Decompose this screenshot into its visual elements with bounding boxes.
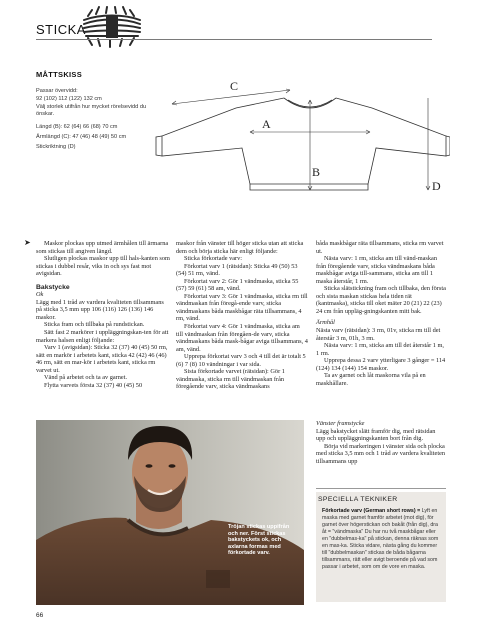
direction-spec: Stickriktning (D) [36,144,76,150]
paragraph: Upprepa dessa 2 varv ytterligare 3 gånger = 114 (124) 134 (144) 154 maskor. [316,357,446,372]
length-spec: Längd (B): 62 (64) 66 (68) 70 cm [36,124,118,130]
model-photo [36,420,304,605]
text-column-3 [316,240,446,387]
paragraph: Börja vid markeringen i vänster sida och plocka med sticka 3,5 mm och 1 tråd av vardera kvaliteten tillsammans upp [316,442,446,465]
box-rule [316,488,446,489]
text-column-3-continued [316,420,446,465]
paragraph: Slutligen plockas maskor upp till hals-kanten som stickas i dubbel resår, viks in och sys fast mot avigsidan. [36,255,170,278]
yarn-skein-icon [80,6,144,48]
dim-label-b: B [312,165,321,179]
dim-label-c: C [230,79,239,93]
paragraph: Nästa varv (rätsidan): 3 rm, 01v, sticka rm till det återstår 3 m, 01h, 3 rm. [316,327,441,342]
paragraph: Lägg bakstycket slätt framför dig, med rätsidan upp och uppläggningskanten bort från dig. [316,427,436,443]
paragraph: Förkortat varv 2: Gör 1 vändmaska, sticka 55 (57) 59 (61) 58 am, vänd. [176,277,299,293]
paragraph: Upprepa förkortat varv 3 och 4 till det är totalt 5 (6) 7 (8) 10 vändningar i var sida. [176,353,306,368]
paragraph: Varv 1 (avigsidan): Sticka 32 (37) 40 (45) 50 rm, sätt en markör i arbetets kant, sticka 42 (42) 46 (46) 46 rm, sätt en mar-kör i arbetets kant, sticka rm varvet ut. [36,344,168,374]
techniques-box-title: SPECIELLA TEKNIKER [318,496,398,503]
text-column-2 [176,240,308,391]
paragraph: Förkortat varv 3: Gör 1 vändmaska, sticka rm till vändmaskan från föregå-ende varv, sticka vändmaskans båda maskbågar räta tillsammans, 4 rm, vänd. [176,292,308,323]
paragraph: Sätt fast 2 markörer i uppläggningskan-ten för att markera halsen enligt följande: [36,329,169,344]
paragraph: Flytta varvets första 32 (37) 40 (45) 50 [44,381,143,389]
paragraph: Nästa varv: 1 rm, sticka am till det återstår 1 m, 1 rm. [316,342,444,357]
header-rule [36,39,432,40]
fit-label: Passar övervidd: [36,88,78,94]
arrow-bullet-icon: ➤ [24,238,31,247]
subheading-italic: Ärmhål [316,319,335,327]
photo-caption: Tröjan stickas uppifrån och ner. Först stickas bakstyckets ok, och axlarna formas med förkortade varv. [228,524,290,557]
paragraph: Sticka fram och tillbaka på rundstickan. [44,321,145,329]
section-title: STICKA [36,22,86,37]
dim-label-a: A [262,117,271,131]
paragraph: Sticka slätstickning fram och tillbaka, den första och sista maskan stickas hela tiden rät (kantmaska), sticka till oket mäter 20 (21) 22 (23) 24 cm från uppläg-gningskanten mitt bak. [316,285,446,315]
techniques-box-text [322,508,442,571]
paragraph: Vänd på arbetet och ta av garnet. [44,374,128,382]
paragraph: Sticka förkortade varv: [184,255,243,263]
paragraph: Sista förkortade varvet (rätsidan): Gör 1 vändmaska, sticka rm till vändmaskan från föregående varv, sticka vändmaskans [176,368,285,391]
technique-description: Lyft en maska med garnet framför arbetet (mot dig), för garnet över högerstickan och bakåt (från dig), dra åt = "vändmaska" Du har nu två maskbågar eller en "dubbelmas-ka" på stickan, denna räknas som en mas-ka. Sticka vidare, nästa gång du kommer till "dubbelmaskan" stickas de båda bågarna tillsammans, rätt eller avigt beroende på vad som passar i arbetet, som om de vore en maska. [322,508,439,570]
sweater-sketch [150,78,450,206]
sketch-heading: MÅTTSKISS [36,70,83,79]
dim-label-d: D [432,179,441,193]
subheading: Bakstycke [36,283,70,291]
subheading-italic: Vänster framstycke [316,420,365,427]
paragraph: båda maskbågar räta tillsammans, sticka rm varvet ut. [316,240,444,255]
sleeve-spec: Ärmlängd (C): 47 (46) 48 (49) 50 cm [36,134,127,140]
paragraph: maskor från vänster till höger sticka utan att sticka dem och börja sticka här enligt följande: [176,240,304,255]
fit-note: Välj storlek utifrån hur mycket rörelsevidd du önskar. [36,104,147,118]
text-column-1 [36,240,170,389]
paragraph: Förkortat varv 1 (rätsidan): Sticka 49 (50) 53 (54) 51 rm, vänd. [176,262,298,278]
page-number: 66 [36,612,44,619]
fit-sizes: 92 (102) 112 (122) 132 cm [36,96,102,102]
subheading-italic: Ok [36,291,44,299]
technique-term: Förkortade varv (German short rows) = [322,508,421,514]
paragraph: Förkortat varv 4: Gör 1 vändmaska, sticka am till vändmaskan från föregåen-de varv, sticka vändmaskans båda mask-bågar aviga tillsammans, 4 am, vänd. [176,323,308,353]
paragraph: Maskor plockas upp utmed ärmhålen till ärmarna som stickas till angiven längd. [36,240,169,255]
paragraph: Lägg med 1 tråd av vardera kvaliteten tillsammans på sticka 3,5 mm upp 106 (116) 126 (136) 146 maskor. [36,298,164,321]
paragraph: Nästa varv: 1 rm, sticka am till vänd-maskan från föregående varv, sticka vändmaskans båda maskbågar aviga till-sammans, sticka am till 1 maska återstår, 1 rm. [316,255,437,285]
paragraph: Ta av garnet och låt maskorna vila på en maskhållare. [316,372,426,387]
